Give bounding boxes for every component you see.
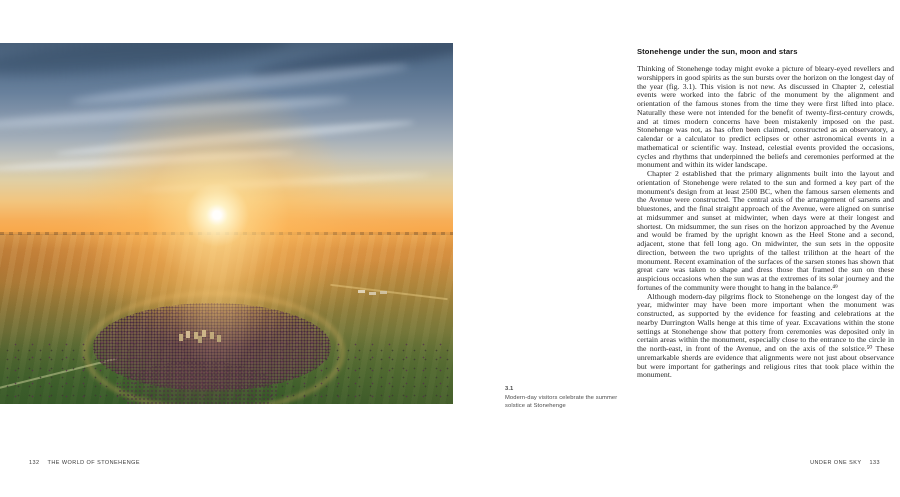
figure-caption-text: Modern-day visitors celebrate the summer solstice at Stonehenge [505, 394, 618, 409]
section-heading: Stonehenge under the sun, moon and stars [637, 47, 798, 56]
right-page-number: 133 [869, 460, 880, 466]
photo-stone-circle [186, 331, 190, 338]
solstice-photo [0, 43, 453, 404]
photo-tents [358, 290, 365, 293]
right-page-footer [810, 460, 880, 466]
chapter-title: UNDER ONE SKY [810, 460, 862, 466]
figure-caption [505, 386, 623, 410]
body-paragraph: Although modern-day pilgrims flock to Stonehenge on the longest day of the year, midwinter may have been more important when the monument was constructed, as supported by the evidence for feasting and celebrations at the nearby Durrington Walls henge at this time of year. Excavations within the stone settings at Stonehenge show that pottery from ceremonies was deposited only in certain areas within the monument, especially close to the entrance to the circle in the north-east, in front of the Avenue, and on the axis of the solstice.⁵⁰ These unremarkable sherds are evidence that alignments were not just about observance but were important for gatherings and religious rites that took place within the monument. [637, 291, 894, 380]
text-column [637, 47, 894, 380]
left-page-footer [29, 460, 140, 466]
body-paragraph: Thinking of Stonehenge today might evoke a picture of bleary-eyed revellers and worshippers in good spirits as the sun bursts over the horizon on the longest day of the year (fig. 3.1). This vision is not new. As discussed in Chapter 2, celestial events were worked into the fabric of the monument by the alignment and orientation of the famous stones from the time they were first lifted into place. Naturally these were not intended for the benefit of twenty-first-century crowds, and at times modern concerns have been mistakenly imposed on the past. Stonehenge was not, as has often been claimed, constructed as an observatory, a calendar or a calculator to predict eclipses or other astronomical events in a mathematical or scientific way. Instead, celestial events provided the occasions, cycles and rhythms that underpinned the beliefs and ceremonies performed at the monument and within its wider landscape. [637, 64, 894, 170]
body-paragraph: Chapter 2 established that the primary alignments built into the layout and orientation of Stonehenge were related to the sun and formed a key part of the monument's design from at least 2500 BC, when the famous sarsen elements and the Avenue were constructed. The central axis of the arrangement of sarsens and bluestones, and the final straight approach of the Avenue, were aligned on sunrise at midsummer and sunset at midwinter, when days were at their longest and shortest. On midsummer, the sun rises on the horizon approached by the Avenue and would be framed by the upright known as the Heel Stone and a second, adjacent, stone that fell long ago. On midwinter, the sun sets in the opposite direction, between the two uprights of the tallest trilithon at the heart of the monument. Recent examination of the surfaces of the sarsen stones has shown that great care was taken to shape and dress those that framed the sun on these auspicious occasions when the sun was at the extremes of its solar journey and the fortunes of the community were thought to hang in the balance.⁴⁹ [637, 169, 894, 292]
book-title: THE WORLD OF STONEHENGE [47, 460, 140, 466]
left-page-number: 132 [29, 460, 40, 466]
photo-horizon-treeline [0, 232, 453, 235]
figure-number: 3.1 [505, 386, 514, 392]
